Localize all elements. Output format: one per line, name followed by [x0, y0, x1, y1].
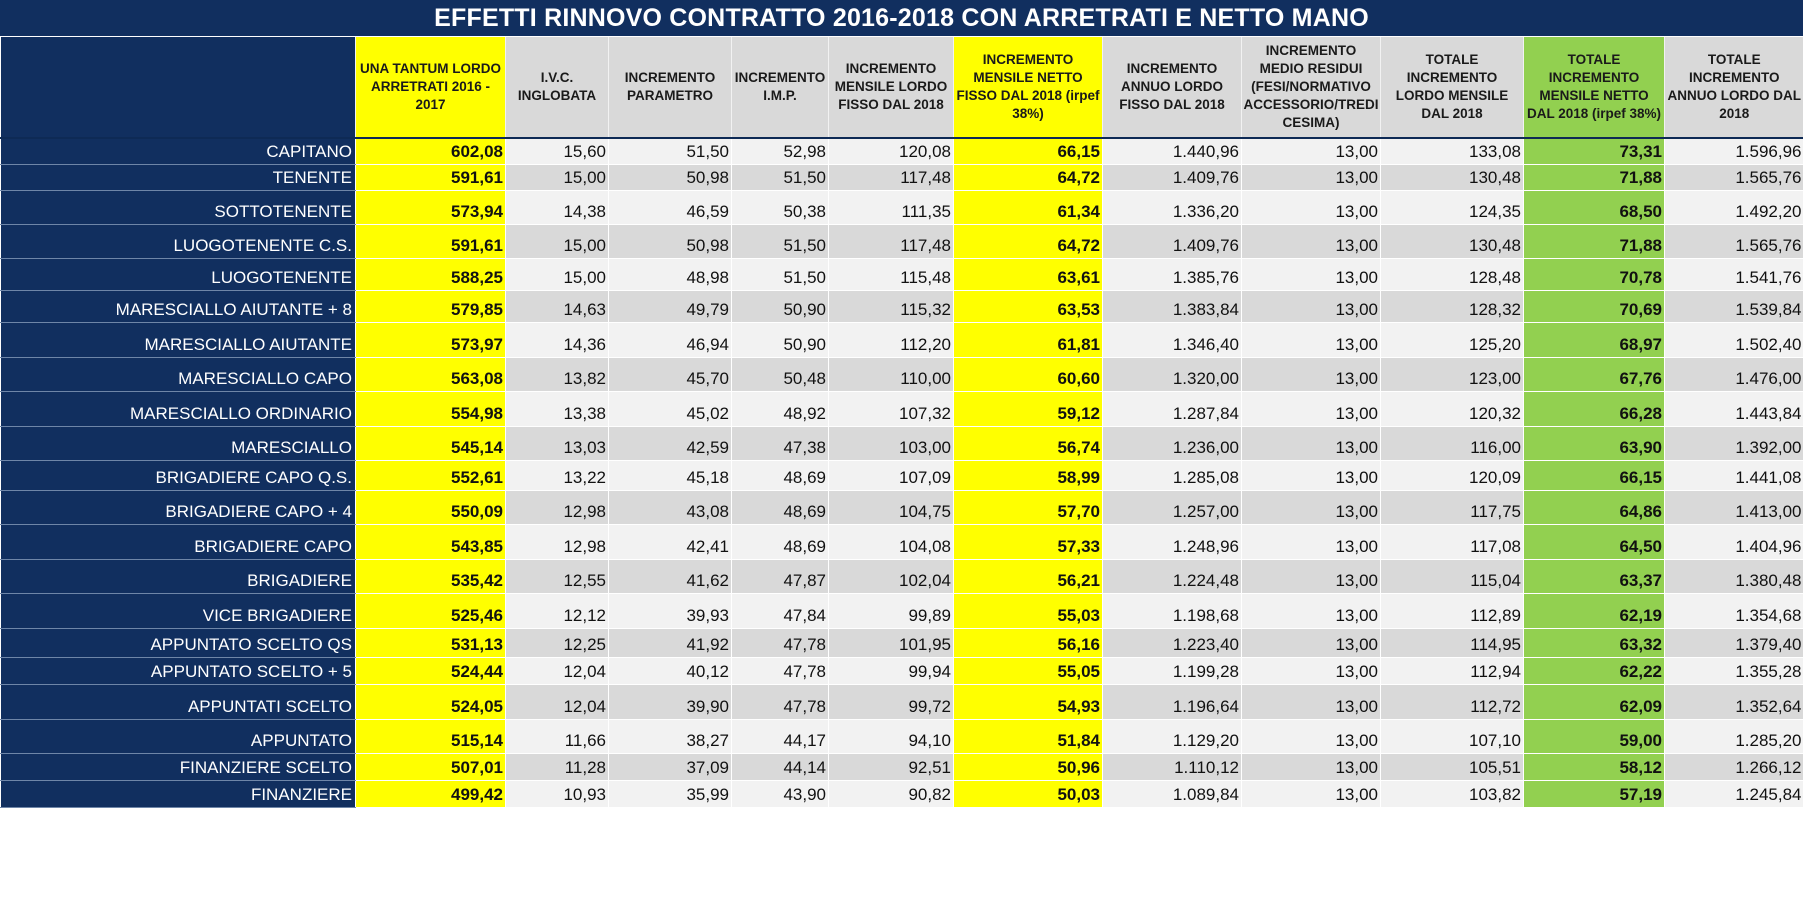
value-cell[interactable]: 99,89: [829, 593, 954, 628]
value-cell[interactable]: 12,55: [506, 559, 609, 593]
value-cell[interactable]: 525,46: [356, 593, 506, 628]
value-cell[interactable]: 1.198,68: [1103, 593, 1242, 628]
table-row: [1, 657, 1803, 684]
value-cell[interactable]: 13,00: [1242, 138, 1381, 164]
value-cell[interactable]: 57,33: [954, 524, 1103, 559]
value-cell[interactable]: 13,03: [506, 426, 609, 460]
value-cell[interactable]: 42,41: [609, 524, 732, 559]
value-cell[interactable]: 47,78: [732, 684, 829, 719]
value-cell[interactable]: 602,08: [356, 138, 506, 164]
value-cell[interactable]: 13,00: [1242, 290, 1381, 322]
value-cell[interactable]: 13,00: [1242, 426, 1381, 460]
column-header[interactable]: TOTALE INCREMENTO MENSILE NETTO DAL 2018 (irpef 38%): [1524, 37, 1665, 138]
value-cell[interactable]: 125,20: [1381, 322, 1524, 357]
value-cell[interactable]: 124,35: [1381, 190, 1524, 224]
value-cell[interactable]: 13,00: [1242, 460, 1381, 490]
value-cell[interactable]: 13,00: [1242, 357, 1381, 391]
value-cell[interactable]: 12,04: [506, 657, 609, 684]
value-cell[interactable]: 1.287,84: [1103, 391, 1242, 426]
table-row: [1, 322, 1803, 357]
rank-label-cell[interactable]: FINANZIERE SCELTO: [1, 753, 356, 780]
value-cell[interactable]: 55,03: [954, 593, 1103, 628]
value-cell[interactable]: 11,66: [506, 719, 609, 753]
rank-label-cell[interactable]: MARESCIALLO: [1, 426, 356, 460]
value-cell[interactable]: 50,03: [954, 780, 1103, 807]
value-cell[interactable]: 46,94: [609, 322, 732, 357]
value-cell[interactable]: 13,00: [1242, 719, 1381, 753]
value-cell[interactable]: 56,74: [954, 426, 1103, 460]
column-header[interactable]: TOTALE INCREMENTO ANNUO LORDO DAL 2018: [1665, 37, 1803, 138]
value-cell[interactable]: 48,69: [732, 490, 829, 524]
rank-label-cell[interactable]: APPUNTATO SCELTO QS: [1, 628, 356, 657]
value-cell[interactable]: 64,72: [954, 164, 1103, 190]
table-row: [1, 258, 1803, 290]
rank-label-cell[interactable]: BRIGADIERE CAPO Q.S.: [1, 460, 356, 490]
value-cell[interactable]: 588,25: [356, 258, 506, 290]
value-cell[interactable]: 116,00: [1381, 426, 1524, 460]
value-cell[interactable]: 12,98: [506, 490, 609, 524]
value-cell[interactable]: 1.440,96: [1103, 138, 1242, 164]
value-cell[interactable]: 103,00: [829, 426, 954, 460]
value-cell[interactable]: 59,12: [954, 391, 1103, 426]
value-cell[interactable]: 1.089,84: [1103, 780, 1242, 807]
value-cell[interactable]: 128,32: [1381, 290, 1524, 322]
value-cell[interactable]: 59,00: [1524, 719, 1665, 753]
value-cell[interactable]: 14,63: [506, 290, 609, 322]
value-cell[interactable]: 515,14: [356, 719, 506, 753]
value-cell[interactable]: 48,98: [609, 258, 732, 290]
table-row: [1, 628, 1803, 657]
table-row: [1, 684, 1803, 719]
value-cell[interactable]: 112,94: [1381, 657, 1524, 684]
table-row: [1, 190, 1803, 224]
value-cell[interactable]: 51,50: [732, 224, 829, 258]
value-cell[interactable]: 114,95: [1381, 628, 1524, 657]
value-cell[interactable]: 54,93: [954, 684, 1103, 719]
value-cell[interactable]: 573,94: [356, 190, 506, 224]
value-cell[interactable]: 45,70: [609, 357, 732, 391]
value-cell[interactable]: 90,82: [829, 780, 954, 807]
value-cell[interactable]: 71,88: [1524, 164, 1665, 190]
value-cell[interactable]: 535,42: [356, 559, 506, 593]
value-cell[interactable]: 117,48: [829, 164, 954, 190]
value-cell[interactable]: 1.379,40: [1665, 628, 1803, 657]
value-cell[interactable]: 92,51: [829, 753, 954, 780]
sheet-title: EFFETTI RINNOVO CONTRATTO 2016-2018 CON ARRETRATI E NETTO MANO: [0, 0, 1803, 36]
value-cell[interactable]: 64,50: [1524, 524, 1665, 559]
value-cell[interactable]: 1.320,00: [1103, 357, 1242, 391]
value-cell[interactable]: 51,84: [954, 719, 1103, 753]
value-cell[interactable]: 1.257,00: [1103, 490, 1242, 524]
value-cell[interactable]: 552,61: [356, 460, 506, 490]
value-cell[interactable]: 554,98: [356, 391, 506, 426]
value-cell[interactable]: 524,44: [356, 657, 506, 684]
value-cell[interactable]: 15,00: [506, 224, 609, 258]
rank-label-cell[interactable]: APPUNTATI SCELTO: [1, 684, 356, 719]
rank-label-cell[interactable]: FINANZIERE: [1, 780, 356, 807]
value-cell[interactable]: 51,50: [732, 258, 829, 290]
value-cell[interactable]: 47,84: [732, 593, 829, 628]
value-cell[interactable]: 591,61: [356, 224, 506, 258]
value-cell[interactable]: 13,00: [1242, 190, 1381, 224]
value-cell[interactable]: 591,61: [356, 164, 506, 190]
value-cell[interactable]: 117,48: [829, 224, 954, 258]
value-cell[interactable]: 60,60: [954, 357, 1103, 391]
value-cell[interactable]: 99,72: [829, 684, 954, 719]
value-cell[interactable]: 55,05: [954, 657, 1103, 684]
column-header[interactable]: INCREMENTO ANNUO LORDO FISSO DAL 2018: [1103, 37, 1242, 138]
value-cell[interactable]: 1.404,96: [1665, 524, 1803, 559]
table-row: [1, 357, 1803, 391]
value-cell[interactable]: 15,00: [506, 258, 609, 290]
column-header[interactable]: INCREMENTO MEDIO RESIDUI (FESI/NORMATIVO ACCESSORIO/TREDI CESIMA): [1242, 37, 1381, 138]
rank-label-cell[interactable]: BRIGADIERE CAPO: [1, 524, 356, 559]
value-cell[interactable]: 50,38: [732, 190, 829, 224]
value-cell[interactable]: 115,48: [829, 258, 954, 290]
value-cell[interactable]: 56,16: [954, 628, 1103, 657]
value-cell[interactable]: 58,12: [1524, 753, 1665, 780]
value-cell[interactable]: 38,27: [609, 719, 732, 753]
table-row: [1, 780, 1803, 807]
value-cell[interactable]: 12,12: [506, 593, 609, 628]
value-cell[interactable]: 1.346,40: [1103, 322, 1242, 357]
value-cell[interactable]: 133,08: [1381, 138, 1524, 164]
value-cell[interactable]: 62,22: [1524, 657, 1665, 684]
value-cell[interactable]: 579,85: [356, 290, 506, 322]
value-cell[interactable]: 13,00: [1242, 684, 1381, 719]
value-cell[interactable]: 63,61: [954, 258, 1103, 290]
value-cell[interactable]: 112,20: [829, 322, 954, 357]
value-cell[interactable]: 117,08: [1381, 524, 1524, 559]
value-cell[interactable]: 14,38: [506, 190, 609, 224]
rank-label-cell[interactable]: TENENTE: [1, 164, 356, 190]
value-cell[interactable]: 1.266,12: [1665, 753, 1803, 780]
value-cell[interactable]: 1.355,28: [1665, 657, 1803, 684]
value-cell[interactable]: 13,00: [1242, 164, 1381, 190]
value-cell[interactable]: 45,02: [609, 391, 732, 426]
value-cell[interactable]: 94,10: [829, 719, 954, 753]
value-cell[interactable]: 13,82: [506, 357, 609, 391]
value-cell[interactable]: 1.248,96: [1103, 524, 1242, 559]
value-cell[interactable]: 47,78: [732, 628, 829, 657]
column-header[interactable]: INCREMENTO PARAMETRO: [609, 37, 732, 138]
value-cell[interactable]: 130,48: [1381, 224, 1524, 258]
rank-label-cell[interactable]: MARESCIALLO AIUTANTE + 8: [1, 290, 356, 322]
value-cell[interactable]: 45,18: [609, 460, 732, 490]
value-cell[interactable]: 57,19: [1524, 780, 1665, 807]
header-row: [1, 37, 1803, 138]
value-cell[interactable]: 128,48: [1381, 258, 1524, 290]
value-cell[interactable]: 44,14: [732, 753, 829, 780]
value-cell[interactable]: 1.443,84: [1665, 391, 1803, 426]
rank-label-cell[interactable]: BRIGADIERE CAPO + 4: [1, 490, 356, 524]
rank-label-cell[interactable]: MARESCIALLO ORDINARIO: [1, 391, 356, 426]
value-cell[interactable]: 47,87: [732, 559, 829, 593]
rank-label-cell[interactable]: APPUNTATO: [1, 719, 356, 753]
column-header[interactable]: INCREMENTO MENSILE NETTO FISSO DAL 2018 (irpef 38%): [954, 37, 1103, 138]
table-row: [1, 426, 1803, 460]
value-cell[interactable]: 42,59: [609, 426, 732, 460]
value-cell[interactable]: 48,69: [732, 524, 829, 559]
value-cell[interactable]: 50,48: [732, 357, 829, 391]
value-cell[interactable]: 15,60: [506, 138, 609, 164]
value-cell[interactable]: 48,92: [732, 391, 829, 426]
value-cell[interactable]: 1.383,84: [1103, 290, 1242, 322]
value-cell[interactable]: 1.285,08: [1103, 460, 1242, 490]
value-cell[interactable]: 13,22: [506, 460, 609, 490]
value-cell[interactable]: 48,69: [732, 460, 829, 490]
value-cell[interactable]: 49,79: [609, 290, 732, 322]
value-cell[interactable]: 47,78: [732, 657, 829, 684]
value-cell[interactable]: 51,50: [609, 138, 732, 164]
value-cell[interactable]: 110,00: [829, 357, 954, 391]
value-cell[interactable]: 117,75: [1381, 490, 1524, 524]
value-cell[interactable]: 13,00: [1242, 628, 1381, 657]
value-cell[interactable]: 111,35: [829, 190, 954, 224]
value-cell[interactable]: 1.110,12: [1103, 753, 1242, 780]
value-cell[interactable]: 35,99: [609, 780, 732, 807]
value-cell[interactable]: 51,50: [732, 164, 829, 190]
value-cell[interactable]: 13,00: [1242, 559, 1381, 593]
value-cell[interactable]: 1.541,76: [1665, 258, 1803, 290]
table-row: [1, 490, 1803, 524]
value-cell[interactable]: 1.223,40: [1103, 628, 1242, 657]
value-cell[interactable]: 120,08: [829, 138, 954, 164]
value-cell[interactable]: 41,92: [609, 628, 732, 657]
value-cell[interactable]: 62,19: [1524, 593, 1665, 628]
column-header[interactable]: I.V.C. INGLOBATA: [506, 37, 609, 138]
value-cell[interactable]: 63,53: [954, 290, 1103, 322]
value-cell[interactable]: 13,00: [1242, 490, 1381, 524]
table-row: [1, 753, 1803, 780]
value-cell[interactable]: 43,90: [732, 780, 829, 807]
value-cell[interactable]: 13,00: [1242, 258, 1381, 290]
value-cell[interactable]: 545,14: [356, 426, 506, 460]
corner-header-cell[interactable]: [1, 37, 356, 138]
value-cell[interactable]: 1.285,20: [1665, 719, 1803, 753]
value-cell[interactable]: 70,69: [1524, 290, 1665, 322]
value-cell[interactable]: 13,00: [1242, 657, 1381, 684]
value-cell[interactable]: 66,15: [954, 138, 1103, 164]
value-cell[interactable]: 1.245,84: [1665, 780, 1803, 807]
table-row: [1, 224, 1803, 258]
column-header[interactable]: INCREMENTO I.M.P.: [732, 37, 829, 138]
value-cell[interactable]: 41,62: [609, 559, 732, 593]
value-cell[interactable]: 115,32: [829, 290, 954, 322]
value-cell[interactable]: 39,90: [609, 684, 732, 719]
value-cell[interactable]: 112,72: [1381, 684, 1524, 719]
table-row: [1, 524, 1803, 559]
value-cell[interactable]: 52,98: [732, 138, 829, 164]
value-cell[interactable]: 68,97: [1524, 322, 1665, 357]
value-cell[interactable]: 13,00: [1242, 780, 1381, 807]
value-cell[interactable]: 507,01: [356, 753, 506, 780]
value-cell[interactable]: 103,82: [1381, 780, 1524, 807]
value-cell[interactable]: 43,08: [609, 490, 732, 524]
value-cell[interactable]: 1.354,68: [1665, 593, 1803, 628]
value-cell[interactable]: 57,70: [954, 490, 1103, 524]
column-header[interactable]: TOTALE INCREMENTO LORDO MENSILE DAL 2018: [1381, 37, 1524, 138]
value-cell[interactable]: 12,98: [506, 524, 609, 559]
value-cell[interactable]: 1.196,64: [1103, 684, 1242, 719]
value-cell[interactable]: 67,76: [1524, 357, 1665, 391]
value-cell[interactable]: 13,00: [1242, 524, 1381, 559]
value-cell[interactable]: 107,09: [829, 460, 954, 490]
value-cell[interactable]: 120,32: [1381, 391, 1524, 426]
value-cell[interactable]: 543,85: [356, 524, 506, 559]
value-cell[interactable]: 50,90: [732, 290, 829, 322]
rank-label-cell[interactable]: APPUNTATO SCELTO + 5: [1, 657, 356, 684]
value-cell[interactable]: 550,09: [356, 490, 506, 524]
value-cell[interactable]: 1.441,08: [1665, 460, 1803, 490]
rank-label-cell[interactable]: BRIGADIERE: [1, 559, 356, 593]
value-cell[interactable]: 1.236,00: [1103, 426, 1242, 460]
value-cell[interactable]: 61,34: [954, 190, 1103, 224]
value-cell[interactable]: 68,50: [1524, 190, 1665, 224]
value-cell[interactable]: 13,00: [1242, 593, 1381, 628]
value-cell[interactable]: 112,89: [1381, 593, 1524, 628]
value-cell[interactable]: 64,86: [1524, 490, 1665, 524]
value-cell[interactable]: 71,88: [1524, 224, 1665, 258]
value-cell[interactable]: 104,75: [829, 490, 954, 524]
rank-label-cell[interactable]: LUOGOTENENTE C.S.: [1, 224, 356, 258]
value-cell[interactable]: 1.352,64: [1665, 684, 1803, 719]
rank-label-cell[interactable]: VICE BRIGADIERE: [1, 593, 356, 628]
value-cell[interactable]: 14,36: [506, 322, 609, 357]
column-header[interactable]: UNA TANTUM LORDO ARRETRATI 2016 - 2017: [356, 37, 506, 138]
value-cell[interactable]: 61,81: [954, 322, 1103, 357]
rank-label-cell[interactable]: MARESCIALLO AIUTANTE: [1, 322, 356, 357]
value-cell[interactable]: 1.336,20: [1103, 190, 1242, 224]
value-cell[interactable]: 40,12: [609, 657, 732, 684]
value-cell[interactable]: 573,97: [356, 322, 506, 357]
value-cell[interactable]: 39,93: [609, 593, 732, 628]
value-cell[interactable]: 105,51: [1381, 753, 1524, 780]
rank-label-cell[interactable]: CAPITANO: [1, 138, 356, 164]
value-cell[interactable]: 10,93: [506, 780, 609, 807]
value-cell[interactable]: 11,28: [506, 753, 609, 780]
value-cell[interactable]: 73,31: [1524, 138, 1665, 164]
value-cell[interactable]: 13,00: [1242, 224, 1381, 258]
value-cell[interactable]: 107,10: [1381, 719, 1524, 753]
value-cell[interactable]: 1.565,76: [1665, 164, 1803, 190]
value-cell[interactable]: 58,99: [954, 460, 1103, 490]
value-cell[interactable]: 99,94: [829, 657, 954, 684]
value-cell[interactable]: 1.409,76: [1103, 224, 1242, 258]
table-row: [1, 593, 1803, 628]
value-cell[interactable]: 63,32: [1524, 628, 1665, 657]
value-cell[interactable]: 130,48: [1381, 164, 1524, 190]
value-cell[interactable]: 1.392,00: [1665, 426, 1803, 460]
value-cell[interactable]: 56,21: [954, 559, 1103, 593]
value-cell[interactable]: 13,00: [1242, 753, 1381, 780]
value-cell[interactable]: 37,09: [609, 753, 732, 780]
value-cell[interactable]: 1.224,48: [1103, 559, 1242, 593]
value-cell[interactable]: 46,59: [609, 190, 732, 224]
value-cell[interactable]: 15,00: [506, 164, 609, 190]
data-table: [0, 37, 1803, 808]
rank-label-cell[interactable]: MARESCIALLO CAPO: [1, 357, 356, 391]
value-cell[interactable]: 1.129,20: [1103, 719, 1242, 753]
value-cell[interactable]: 66,15: [1524, 460, 1665, 490]
value-cell[interactable]: 1.539,84: [1665, 290, 1803, 322]
table-row: [1, 164, 1803, 190]
table-body: [1, 138, 1803, 807]
table-row: [1, 559, 1803, 593]
value-cell[interactable]: 104,08: [829, 524, 954, 559]
table-row: [1, 290, 1803, 322]
value-cell[interactable]: 13,38: [506, 391, 609, 426]
value-cell[interactable]: 1.596,96: [1665, 138, 1803, 164]
table-row: [1, 391, 1803, 426]
value-cell[interactable]: 50,98: [609, 224, 732, 258]
value-cell[interactable]: 47,38: [732, 426, 829, 460]
value-cell[interactable]: 1.476,00: [1665, 357, 1803, 391]
rank-label-cell[interactable]: SOTTOTENENTE: [1, 190, 356, 224]
rank-label-cell[interactable]: LUOGOTENENTE: [1, 258, 356, 290]
value-cell[interactable]: 66,28: [1524, 391, 1665, 426]
table-row: [1, 719, 1803, 753]
table-row: [1, 460, 1803, 490]
value-cell[interactable]: 63,90: [1524, 426, 1665, 460]
value-cell[interactable]: 123,00: [1381, 357, 1524, 391]
value-cell[interactable]: 102,04: [829, 559, 954, 593]
value-cell[interactable]: 1.502,40: [1665, 322, 1803, 357]
value-cell[interactable]: 1.565,76: [1665, 224, 1803, 258]
value-cell[interactable]: 115,04: [1381, 559, 1524, 593]
value-cell[interactable]: 1.385,76: [1103, 258, 1242, 290]
value-cell[interactable]: 63,37: [1524, 559, 1665, 593]
value-cell[interactable]: 50,98: [609, 164, 732, 190]
value-cell[interactable]: 1.413,00: [1665, 490, 1803, 524]
value-cell[interactable]: 1.380,48: [1665, 559, 1803, 593]
value-cell[interactable]: 1.199,28: [1103, 657, 1242, 684]
value-cell[interactable]: 62,09: [1524, 684, 1665, 719]
value-cell[interactable]: 13,00: [1242, 322, 1381, 357]
value-cell[interactable]: 70,78: [1524, 258, 1665, 290]
value-cell[interactable]: 563,08: [356, 357, 506, 391]
value-cell[interactable]: 12,04: [506, 684, 609, 719]
table-row: [1, 138, 1803, 164]
value-cell[interactable]: 107,32: [829, 391, 954, 426]
value-cell[interactable]: 1.409,76: [1103, 164, 1242, 190]
value-cell[interactable]: 64,72: [954, 224, 1103, 258]
value-cell[interactable]: 44,17: [732, 719, 829, 753]
value-cell[interactable]: 531,13: [356, 628, 506, 657]
value-cell[interactable]: 120,09: [1381, 460, 1524, 490]
value-cell[interactable]: 101,95: [829, 628, 954, 657]
value-cell[interactable]: 13,00: [1242, 391, 1381, 426]
value-cell[interactable]: 12,25: [506, 628, 609, 657]
value-cell[interactable]: 50,96: [954, 753, 1103, 780]
value-cell[interactable]: 524,05: [356, 684, 506, 719]
column-header[interactable]: INCREMENTO MENSILE LORDO FISSO DAL 2018: [829, 37, 954, 138]
value-cell[interactable]: 50,90: [732, 322, 829, 357]
value-cell[interactable]: 1.492,20: [1665, 190, 1803, 224]
value-cell[interactable]: 499,42: [356, 780, 506, 807]
